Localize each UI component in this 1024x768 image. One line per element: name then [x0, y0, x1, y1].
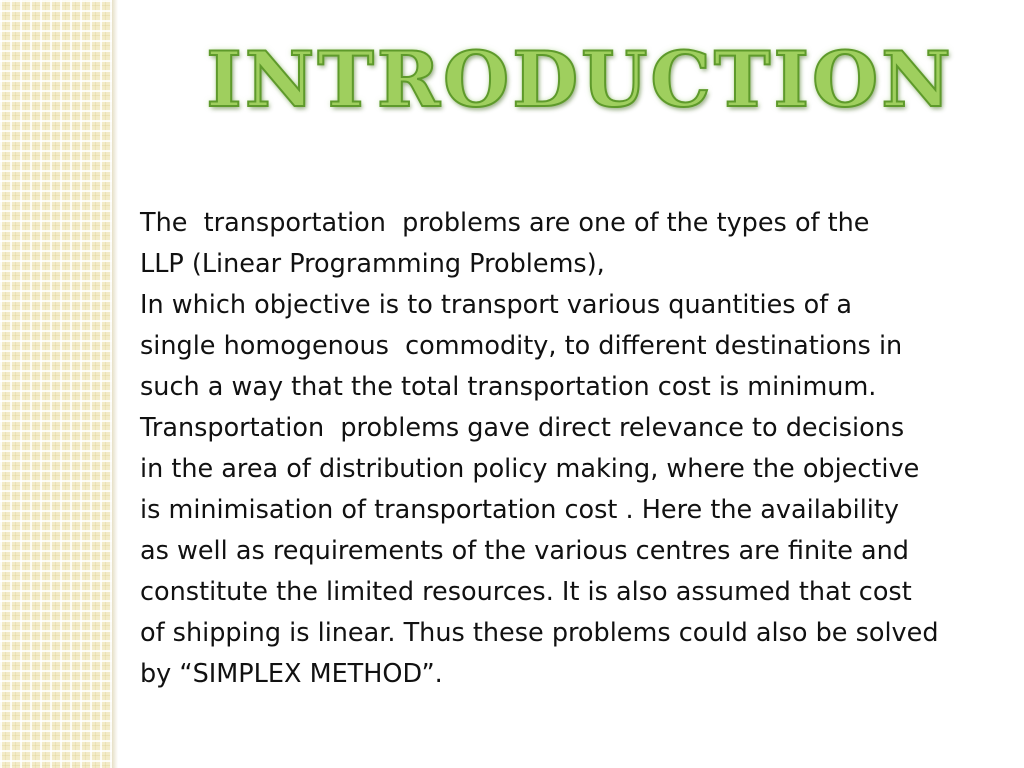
slide-title: INTRODUCTION — [206, 35, 954, 124]
body-line: The transportation problems are one of the types of the — [140, 208, 870, 238]
body-paragraph — [140, 203, 1000, 695]
decorative-side-pattern — [0, 0, 112, 768]
body-line: In which objective is to transport various quantities of a — [140, 290, 852, 320]
body-line: constitute the limited resources. It is also assumed that cost — [140, 577, 912, 607]
body-line: as well as requirements of the various centres are finite and — [140, 536, 909, 566]
body-line: by “SIMPLEX METHOD”. — [140, 659, 443, 689]
body-line: in the area of distribution policy making, where the objective — [140, 454, 920, 484]
body-line: single homogenous commodity, to different destinations in — [140, 331, 903, 361]
body-line: Transportation problems gave direct relevance to decisions — [140, 413, 905, 443]
slide-body — [140, 203, 1000, 695]
side-pattern-edge — [112, 0, 118, 768]
body-line: of shipping is linear. Thus these problems could also be solved — [140, 618, 939, 648]
body-line: such a way that the total transportation cost is minimum. — [140, 372, 877, 402]
body-line: LLP (Linear Programming Problems), — [140, 249, 605, 279]
body-line: is minimisation of transportation cost . Here the availability — [140, 495, 899, 525]
